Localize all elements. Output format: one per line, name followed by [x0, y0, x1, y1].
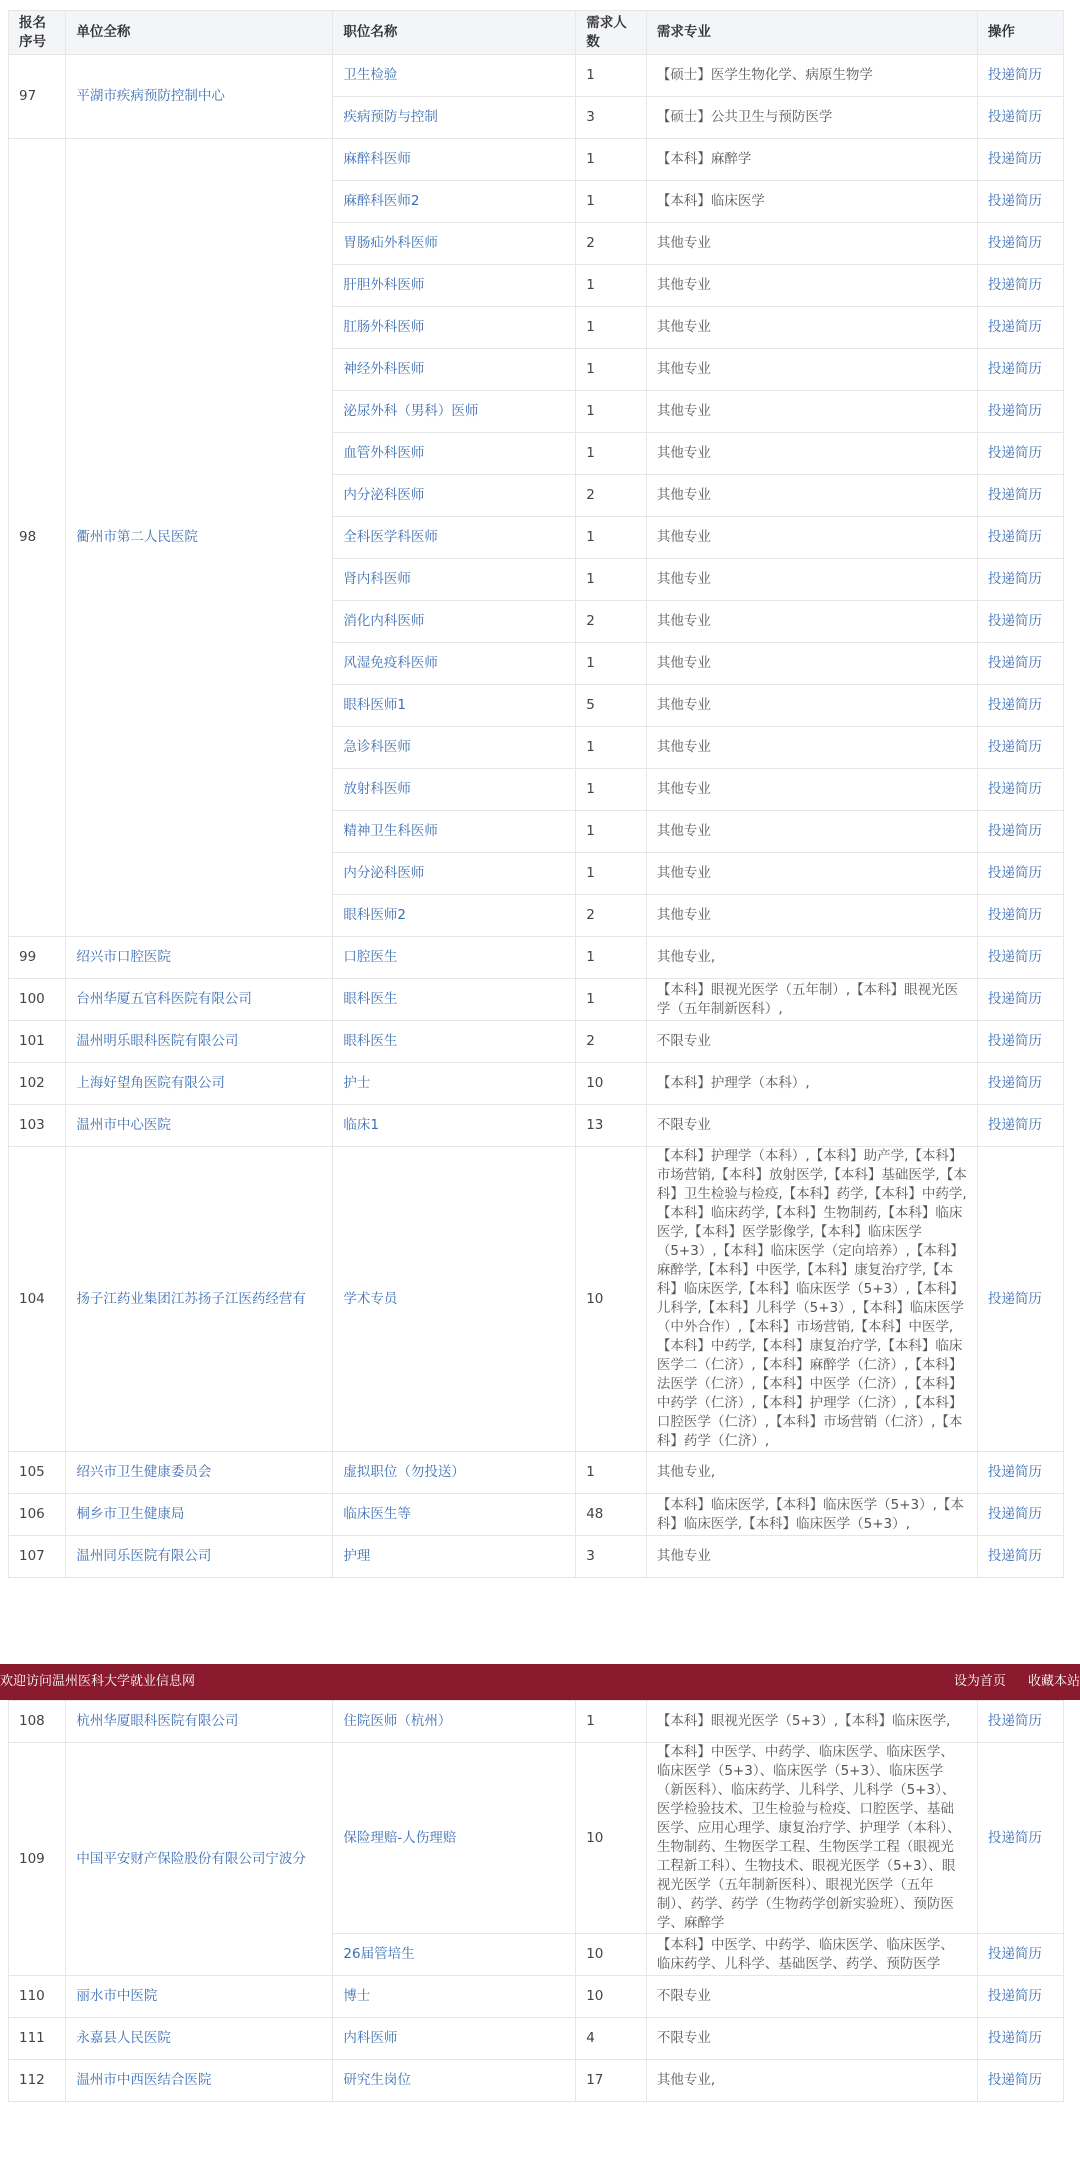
table-row [9, 1105, 1064, 1147]
org-link[interactable]: 丽水市中医院 [66, 1976, 333, 2018]
position-link[interactable]: 口腔医生 [333, 937, 576, 979]
org-link[interactable]: 绍兴市口腔医院 [66, 937, 333, 979]
apply-resume-link[interactable]: 投递简历 [977, 559, 1063, 601]
count-cell: 1 [576, 1452, 647, 1494]
seq-cell: 105 [9, 1452, 66, 1494]
apply-resume-link[interactable]: 投递简历 [977, 475, 1063, 517]
count-cell: 1 [576, 559, 647, 601]
major-cell: 【本科】眼视光医学（五年制）,【本科】眼视光医学（五年制新医科）, [646, 979, 977, 1021]
seq-cell: 111 [9, 2018, 66, 2060]
major-cell: 其他专业 [646, 433, 977, 475]
apply-resume-link[interactable]: 投递简历 [977, 1934, 1063, 1976]
apply-resume-link[interactable]: 投递简历 [977, 895, 1063, 937]
major-cell: 【本科】护理学（本科）, [646, 1063, 977, 1105]
major-cell: 不限专业 [646, 1976, 977, 2018]
apply-resume-link[interactable]: 投递简历 [977, 1976, 1063, 2018]
major-cell: 其他专业 [646, 517, 977, 559]
position-link[interactable]: 神经外科医师 [333, 349, 576, 391]
major-cell: 其他专业 [646, 391, 977, 433]
major-cell: 其他专业 [646, 307, 977, 349]
count-cell: 10 [576, 1063, 647, 1105]
apply-resume-link[interactable]: 投递简历 [977, 853, 1063, 895]
table-row [9, 1701, 1064, 1743]
count-cell: 2 [576, 895, 647, 937]
major-cell: 其他专业 [646, 559, 977, 601]
count-cell: 1 [576, 181, 647, 223]
table-row [9, 2018, 1064, 2060]
org-link[interactable]: 扬子江药业集团江苏扬子江医药经营有 [66, 1147, 333, 1452]
seq-cell: 112 [9, 2060, 66, 2102]
table-row [9, 937, 1064, 979]
bookmark-link[interactable]: 收藏本站 [1027, 1674, 1080, 1689]
table-row [9, 1743, 1064, 1934]
position-link[interactable]: 眼科医生 [333, 1021, 576, 1063]
seq-cell: 106 [9, 1494, 66, 1536]
count-cell: 1 [576, 433, 647, 475]
position-link[interactable]: 胃肠疝外科医师 [333, 223, 576, 265]
apply-resume-link[interactable]: 投递简历 [977, 349, 1063, 391]
count-cell: 1 [576, 307, 647, 349]
apply-resume-link[interactable]: 投递简历 [977, 307, 1063, 349]
position-link[interactable]: 精神卫生科医师 [333, 811, 576, 853]
count-cell: 1 [576, 139, 647, 181]
position-link[interactable]: 护理 [333, 1536, 576, 1578]
count-cell: 3 [576, 1536, 647, 1578]
seq-cell: 104 [9, 1147, 66, 1452]
seq-cell: 107 [9, 1536, 66, 1578]
major-cell: 其他专业 [646, 811, 977, 853]
table-row [9, 55, 1064, 97]
count-cell: 17 [576, 2060, 647, 2102]
apply-resume-link[interactable]: 投递简历 [977, 2060, 1063, 2102]
apply-resume-link[interactable]: 投递简历 [977, 979, 1063, 1021]
seq-cell: 100 [9, 979, 66, 1021]
major-cell: 【硕士】公共卫生与预防医学 [646, 97, 977, 139]
count-cell: 1 [576, 517, 647, 559]
count-cell: 1 [576, 853, 647, 895]
major-cell: 其他专业 [646, 769, 977, 811]
position-link[interactable]: 眼科医师2 [333, 895, 576, 937]
table-row [9, 2060, 1064, 2102]
apply-resume-link[interactable]: 投递简历 [977, 727, 1063, 769]
apply-resume-link[interactable]: 投递简历 [977, 139, 1063, 181]
table-row [9, 1147, 1064, 1452]
major-cell: 其他专业 [646, 601, 977, 643]
count-cell: 1 [576, 979, 647, 1021]
count-cell: 10 [576, 1934, 647, 1976]
org-link[interactable]: 温州明乐眼科医院有限公司 [66, 1021, 333, 1063]
position-link[interactable]: 卫生检验 [333, 55, 576, 97]
count-cell: 1 [576, 643, 647, 685]
apply-resume-link[interactable]: 投递简历 [977, 1147, 1063, 1452]
count-cell: 13 [576, 1105, 647, 1147]
header-major: 需求专业 [646, 11, 977, 55]
apply-resume-link[interactable]: 投递简历 [977, 55, 1063, 97]
position-link[interactable]: 风湿免疫科医师 [333, 643, 576, 685]
org-link[interactable]: 桐乡市卫生健康局 [66, 1494, 333, 1536]
apply-resume-link[interactable]: 投递简历 [977, 1494, 1063, 1536]
table-row [9, 139, 1064, 181]
major-cell: 其他专业 [646, 349, 977, 391]
table-header-row [9, 11, 1064, 55]
table-row [9, 1976, 1064, 2018]
apply-resume-link[interactable]: 投递简历 [977, 1701, 1063, 1743]
count-cell: 5 [576, 685, 647, 727]
count-cell: 4 [576, 2018, 647, 2060]
major-cell: 其他专业 [646, 223, 977, 265]
position-link[interactable]: 保险理赔-人伤理赔 [333, 1743, 576, 1934]
count-cell: 1 [576, 811, 647, 853]
org-link[interactable]: 绍兴市卫生健康委员会 [66, 1452, 333, 1494]
table-row [9, 979, 1064, 1021]
seq-cell: 97 [9, 55, 66, 139]
apply-resume-link[interactable]: 投递简历 [977, 1063, 1063, 1105]
table-row [9, 1536, 1064, 1578]
count-cell: 2 [576, 475, 647, 517]
position-link[interactable]: 内分泌科医师 [333, 853, 576, 895]
position-link[interactable]: 血管外科医师 [333, 433, 576, 475]
apply-resume-link[interactable]: 投递简历 [977, 181, 1063, 223]
apply-resume-link[interactable]: 投递简历 [977, 517, 1063, 559]
footer-bar [0, 1664, 1080, 1700]
apply-resume-link[interactable]: 投递简历 [977, 1452, 1063, 1494]
seq-cell: 109 [9, 1743, 66, 1976]
major-cell: 其他专业 [646, 265, 977, 307]
major-cell: 【本科】眼视光医学（5+3）,【本科】临床医学, [646, 1701, 977, 1743]
position-link[interactable]: 肾内科医师 [333, 559, 576, 601]
count-cell: 1 [576, 769, 647, 811]
count-cell: 3 [576, 97, 647, 139]
major-cell: 【本科】中医学、中药学、临床医学、临床医学、临床医学（5+3）、临床医学（5+3）、临床医学（新医科）、临床药学、儿科学、儿科学（5+3）、医学检验技术、卫生检验与检疫、口腔医学、基础医学、应用心理学、康复治疗学、护理学（本科）、生物制药、生物医学工程、生物医学工程（眼视光工程新工科）、生物技术、眼视光医学（5+3）、眼视光医学（五年制新医科）、眼视光医学（五年制）、药学、药学（生物药学创新实验班）、预防医学、麻醉学 [646, 1743, 977, 1934]
apply-resume-link[interactable]: 投递简历 [977, 223, 1063, 265]
position-link[interactable]: 全科医学科医师 [333, 517, 576, 559]
position-link[interactable]: 麻醉科医师2 [333, 181, 576, 223]
major-cell: 【硕士】医学生物化学、病原生物学 [646, 55, 977, 97]
position-link[interactable]: 虚拟职位（勿投送） [333, 1452, 576, 1494]
count-cell: 10 [576, 1976, 647, 2018]
org-link[interactable]: 杭州华厦眼科医院有限公司 [66, 1701, 333, 1743]
major-cell: 其他专业 [646, 643, 977, 685]
position-link[interactable]: 临床医生等 [333, 1494, 576, 1536]
apply-resume-link[interactable]: 投递简历 [977, 265, 1063, 307]
apply-resume-link[interactable]: 投递简历 [977, 1105, 1063, 1147]
major-cell: 【本科】临床医学 [646, 181, 977, 223]
header-position: 职位名称 [333, 11, 576, 55]
position-link[interactable]: 研究生岗位 [333, 2060, 576, 2102]
position-link[interactable]: 学术专员 [333, 1147, 576, 1452]
major-cell: 其他专业 [646, 1536, 977, 1578]
apply-resume-link[interactable]: 投递简历 [977, 1021, 1063, 1063]
apply-resume-link[interactable]: 投递简历 [977, 601, 1063, 643]
position-link[interactable]: 护士 [333, 1063, 576, 1105]
apply-resume-link[interactable]: 投递简历 [977, 643, 1063, 685]
org-link[interactable]: 中国平安财产保险股份有限公司宁波分 [66, 1743, 333, 1976]
org-link[interactable]: 温州同乐医院有限公司 [66, 1536, 333, 1578]
count-cell: 10 [576, 1743, 647, 1934]
seq-cell: 103 [9, 1105, 66, 1147]
count-cell: 1 [576, 265, 647, 307]
major-cell: 其他专业 [646, 475, 977, 517]
org-link[interactable]: 永嘉县人民医院 [66, 2018, 333, 2060]
count-cell: 2 [576, 1021, 647, 1063]
position-link[interactable]: 肝胆外科医师 [333, 265, 576, 307]
seq-cell: 98 [9, 139, 66, 937]
position-link[interactable]: 放射科医师 [333, 769, 576, 811]
header-action: 操作 [977, 11, 1063, 55]
apply-resume-link[interactable]: 投递简历 [977, 2018, 1063, 2060]
major-cell: 其他专业 [646, 853, 977, 895]
position-link[interactable]: 肛肠外科医师 [333, 307, 576, 349]
footer-welcome-text: 欢迎访问温州医科大学就业信息网 [0, 1674, 196, 1689]
apply-resume-link[interactable]: 投递简历 [977, 97, 1063, 139]
apply-resume-link[interactable]: 投递简历 [977, 1536, 1063, 1578]
table-row [9, 1452, 1064, 1494]
position-link[interactable]: 急诊科医师 [333, 727, 576, 769]
header-org: 单位全称 [66, 11, 333, 55]
org-link[interactable]: 台州华厦五官科医院有限公司 [66, 979, 333, 1021]
major-cell: 不限专业 [646, 1105, 977, 1147]
major-cell: 【本科】麻醉学 [646, 139, 977, 181]
apply-resume-link[interactable]: 投递简历 [977, 433, 1063, 475]
position-link[interactable]: 内科医师 [333, 2018, 576, 2060]
count-cell: 48 [576, 1494, 647, 1536]
count-cell: 10 [576, 1147, 647, 1452]
table-row [9, 1021, 1064, 1063]
major-cell: 不限专业 [646, 2018, 977, 2060]
position-link[interactable]: 泌尿外科（男科）医师 [333, 391, 576, 433]
count-cell: 1 [576, 1701, 647, 1743]
position-link[interactable]: 博士 [333, 1976, 576, 2018]
position-link[interactable]: 住院医师（杭州） [333, 1701, 576, 1743]
position-link[interactable]: 消化内科医师 [333, 601, 576, 643]
count-cell: 1 [576, 391, 647, 433]
major-cell: 其他专业 [646, 895, 977, 937]
count-cell: 1 [576, 727, 647, 769]
apply-resume-link[interactable]: 投递简历 [977, 937, 1063, 979]
major-cell: 其他专业, [646, 2060, 977, 2102]
major-cell: 其他专业, [646, 1452, 977, 1494]
apply-resume-link[interactable]: 投递简历 [977, 685, 1063, 727]
set-homepage-link[interactable]: 设为首页 [953, 1674, 1006, 1689]
position-link[interactable]: 26届管培生 [333, 1934, 576, 1976]
major-cell: 其他专业 [646, 727, 977, 769]
count-cell: 1 [576, 937, 647, 979]
position-link[interactable]: 眼科医生 [333, 979, 576, 1021]
apply-resume-link[interactable]: 投递简历 [977, 1743, 1063, 1934]
header-seq: 报名序号 [9, 11, 66, 55]
seq-cell: 108 [9, 1701, 66, 1743]
org-link[interactable]: 上海好望角医院有限公司 [66, 1063, 333, 1105]
org-link[interactable]: 温州市中心医院 [66, 1105, 333, 1147]
major-cell: 其他专业 [646, 685, 977, 727]
position-link[interactable]: 眼科医师1 [333, 685, 576, 727]
apply-resume-link[interactable]: 投递简历 [977, 769, 1063, 811]
count-cell: 1 [576, 349, 647, 391]
seq-cell: 99 [9, 937, 66, 979]
seq-cell: 101 [9, 1021, 66, 1063]
count-cell: 2 [576, 223, 647, 265]
header-count: 需求人数 [576, 11, 647, 55]
count-cell: 1 [576, 55, 647, 97]
org-link[interactable]: 温州市中西医结合医院 [66, 2060, 333, 2102]
apply-resume-link[interactable]: 投递简历 [977, 811, 1063, 853]
major-cell: 其他专业, [646, 937, 977, 979]
table-row [9, 1063, 1064, 1105]
seq-cell: 102 [9, 1063, 66, 1105]
major-cell: 不限专业 [646, 1021, 977, 1063]
org-link[interactable]: 衢州市第二人民医院 [66, 139, 333, 937]
count-cell: 2 [576, 601, 647, 643]
position-link[interactable]: 麻醉科医师 [333, 139, 576, 181]
jobs-table [8, 10, 1064, 1578]
major-cell: 【本科】临床医学,【本科】临床医学（5+3）,【本科】临床医学,【本科】临床医学（5+3）, [646, 1494, 977, 1536]
major-cell: 【本科】中医学、中药学、临床医学、临床医学、临床药学、儿科学、基础医学、药学、预防医学 [646, 1934, 977, 1976]
position-link[interactable]: 内分泌科医师 [333, 475, 576, 517]
table-row [9, 1494, 1064, 1536]
org-link[interactable]: 平湖市疾病预防控制中心 [66, 55, 333, 139]
position-link[interactable]: 疾病预防与控制 [333, 97, 576, 139]
position-link[interactable]: 临床1 [333, 1105, 576, 1147]
jobs-table-continued [8, 1700, 1064, 2102]
apply-resume-link[interactable]: 投递简历 [977, 391, 1063, 433]
major-cell: 【本科】护理学（本科）,【本科】助产学,【本科】市场营销,【本科】放射医学,【本科】基础医学,【本科】卫生检验与检疫,【本科】药学,【本科】中药学,【本科】临床药学,【本科】生物制药,【本科】临床医学,【本科】医学影像学,【本科】临床医学（5+3）,【本科】临床医学（定向培养）,【本科】麻醉学,【本科】中医学,【本科】康复治疗学,【本科】临床医学,【本科】临床医学（5+3）,【本科】儿科学,【本科】儿科学（5+3）,【本科】临床医学（中外合作）,【本科】市场营销,【本科】中医学,【本科】中药学,【本科】康复治疗学,【本科】临床医学二（仁济）,【本科】麻醉学（仁济）,【本科】法医学（仁济）,【本科】中医学（仁济）,【本科】中药学（仁济）,【本科】护理学（仁济）,【本科】口腔医学（仁济）,【本科】市场营销（仁济）,【本科】药学（仁济）, [646, 1147, 977, 1452]
seq-cell: 110 [9, 1976, 66, 2018]
